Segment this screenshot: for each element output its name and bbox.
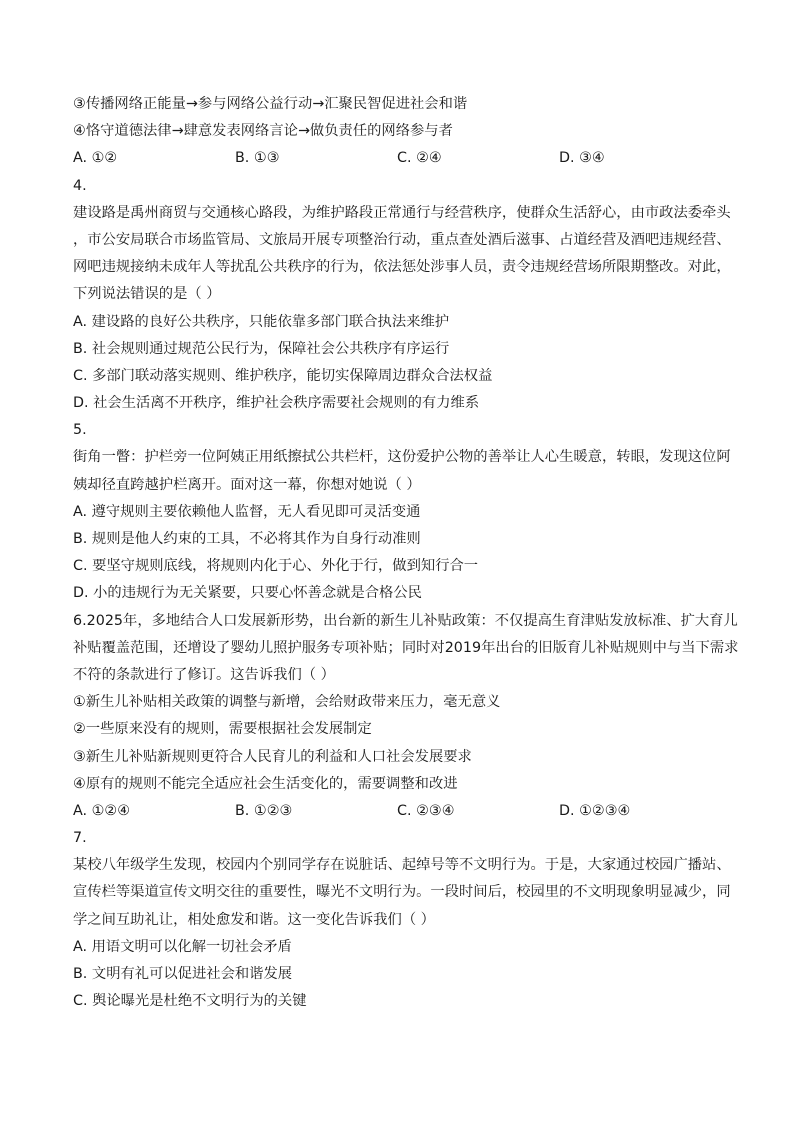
q5-option-d: D. 小的违规行为无关紧要，只要心怀善念就是合格公民 (73, 585, 422, 602)
q7-stem-line: 宣传栏等渠道宣传文明交往的重要性，曝光不文明行为。一段时间后，校园里的不文明现象明显减少，同 (73, 884, 731, 901)
q6-option-a: A. ①②④ (73, 802, 131, 819)
q6-option-b: B. ①②③ (235, 802, 293, 819)
q7-stem-line: 某校八年级学生发现，校园内个别同学存在说脏话、起绰号等不文明行为。于是，大家通过校园广播站、 (73, 857, 731, 874)
q7-stem (73, 852, 731, 934)
q5-option-c: C. 要坚守规则底线，将规则内化于心、外化于行，做到知行合一 (73, 558, 479, 575)
q6-item-4: ④原有的规则不能完全适应社会生活变化的，需要调整和改进 (73, 775, 458, 792)
q4-stem-line: 网吧违规接纳未成年人等扰乱公共秩序的行为，依法惩处涉事人员，责令违规经营场所限期整改。对此， (73, 259, 731, 276)
q6-stem (73, 608, 739, 690)
q7-option-a: A. 用语文明可以化解一切社会矛盾 (73, 938, 292, 955)
exam-content (73, 91, 739, 1015)
q6-option-c: C. ②③④ (397, 802, 455, 819)
q6-option-d: D. ①②③④ (559, 802, 631, 819)
q6-item-3: ③新生儿补贴新规则更符合人民育儿的利益和人口社会发展要求 (73, 748, 472, 765)
q6-stem-line: 补贴覆盖范围，还增设了婴幼儿照护服务专项补贴；同时对2019年出台的旧版育儿补贴规则中与当下需求 (73, 639, 739, 656)
q7-option-c: C. 舆论曝光是杜绝不文明行为的关键 (73, 993, 307, 1010)
q6-options (73, 798, 723, 825)
q4-stem-line: 下列说法错误的是（ ） (73, 286, 221, 303)
q4-stem-line: ，市公安局联合市场监管局、文旅局开展专项整治行动，重点查处酒后滋事、占道经营及酒吧违规经营、 (73, 231, 731, 248)
q6-stem-line: 不符的条款进行了修订。这告诉我们（ ） (73, 666, 335, 683)
q3-item-3: ③传播网络正能量→参与网络公益行动→汇聚民智促进社会和谐 (73, 96, 468, 112)
q7-option-b: B. 文明有礼可以促进社会和谐发展 (73, 966, 293, 982)
q4-option-a: A. 建设路的良好公共秩序，只能依靠多部门联合执法来维护 (73, 313, 450, 330)
q5-option-a: A. 遵守规则主要依赖他人监督，无人看见即可灵活变通 (73, 503, 421, 520)
q4-option-c: C. 多部门联动落实规则、维护秩序，能切实保障周边群众合法权益 (73, 367, 493, 384)
q3-option-b: B. ①③ (235, 150, 280, 167)
q7-stem-line: 学之间互助礼让，相处愈发和谐。这一变化告诉我们（ ） (73, 911, 435, 928)
q3-option-d: D. ③④ (559, 150, 605, 167)
q3-options (73, 145, 723, 172)
q5-stem (73, 444, 731, 498)
q4-option-d: D. 社会生活离不开秩序，维护社会秩序需要社会规则的有力维系 (73, 395, 480, 412)
q5-option-b: B. 规则是他人约束的工具，不必将其作为自身行动准则 (73, 531, 421, 547)
q4-option-b: B. 社会规则通过规范公民行为，保障社会公共秩序有序运行 (73, 340, 450, 357)
q7-number: 7. (73, 830, 87, 847)
q5-stem-line: 街角一瞥：护栏旁一位阿姨正用纸擦拭公共栏杆，这份爱护公物的善举让人心生暖意，转眼，发现这位阿 (73, 449, 731, 466)
q3-item-4: ④恪守道德法律→肆意发表网络言论→做负责任的网络参与者 (73, 123, 453, 140)
q4-stem (73, 200, 731, 309)
q6-item-2: ②一些原来没有的规则，需要根据社会发展制定 (73, 721, 372, 738)
q3-option-a: A. ①② (73, 150, 118, 167)
q3-option-c: C. ②④ (397, 150, 442, 167)
q6-stem-line: 6.2025年，多地结合人口发展新形势，出台新的新生儿补贴政策：不仅提高生育津贴发放标准、扩大育儿 (73, 612, 738, 629)
q4-number: 4. (73, 177, 87, 194)
q6-item-1: ①新生儿补贴相关政策的调整与新增，会给财政带来压力，毫无意义 (73, 694, 501, 711)
q4-stem-line: 建设路是禹州商贸与交通核心路段，为维护路段正常通行与经营秩序，使群众生活舒心，由市政法委牵头 (73, 204, 731, 221)
q5-stem-line: 姨却径直跨越护栏离开。面对这一幕，你想对她说（ ） (73, 476, 421, 493)
q5-number: 5. (73, 422, 87, 439)
